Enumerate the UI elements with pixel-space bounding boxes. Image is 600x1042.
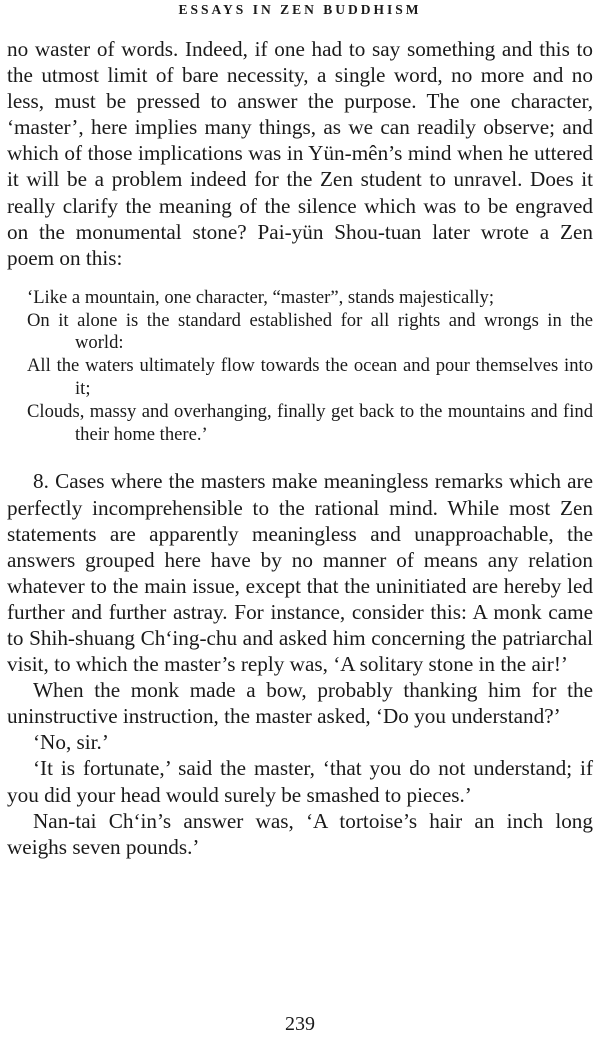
verse-line: All the waters ultimately flow towards the ocean and pour themselves into it;	[27, 355, 593, 400]
paragraph: When the monk made a bow, probably thanking him for the uninstructive instruction, the master asked, ‘Do you understand?’	[7, 678, 593, 729]
verse-line: On it alone is the standard established for all rights and wrongs in the world:	[27, 309, 593, 354]
paragraph-section-8: 8. Cases where the masters make meaningless remarks which are perfectly incomprehensible to the rational mind. While most Zen statements are apparently meaningless and unapproachable, the answers grouped here have by no manner of means any relation whatever to the main issue, except that the uninitiated are hereby led further and further astray. For instance, consider this: A monk came to Shih-shuang Ch‘ing-chu and asked him concerning the patriarchal visit, to which the master’s reply was, ‘A solitary stone in the air!’	[7, 469, 593, 677]
body-text	[7, 36, 593, 860]
paragraph: ‘No, sir.’	[33, 730, 109, 755]
running-head: ESSAYS IN ZEN BUDDHISM	[178, 2, 422, 17]
paragraph: Nan-tai Ch‘in’s answer was, ‘A tortoise’s hair an inch long weighs seven pounds.’	[7, 808, 593, 859]
page-number: 239	[285, 1013, 315, 1035]
paragraph-continued: no waster of words. Indeed, if one had to say something and this to the utmost limit of bare necessity, a single word, no more and no less, must be pressed to answer the purpose. The one character, ‘master’, here implies many things, as we can readily observe; and which of those implications was in Yün-mên’s mind when he uttered it will be a problem indeed for the Zen student to unravel. Does it really clarify the meaning of the silence which was to be engraved on the monumental stone? Pai-yün Shou-tuan later wrote a Zen poem on this:	[7, 37, 593, 270]
paragraph: ‘It is fortunate,’ said the master, ‘that you do not understand; if you did your head would surely be smashed to pieces.’	[7, 756, 593, 807]
verse-block	[7, 287, 593, 447]
verse-line: ‘Like a mountain, one character, “master”, stands majestically;	[27, 286, 495, 308]
verse-line: Clouds, massy and overhanging, finally get back to the mountains and find their home there.’	[27, 400, 593, 445]
